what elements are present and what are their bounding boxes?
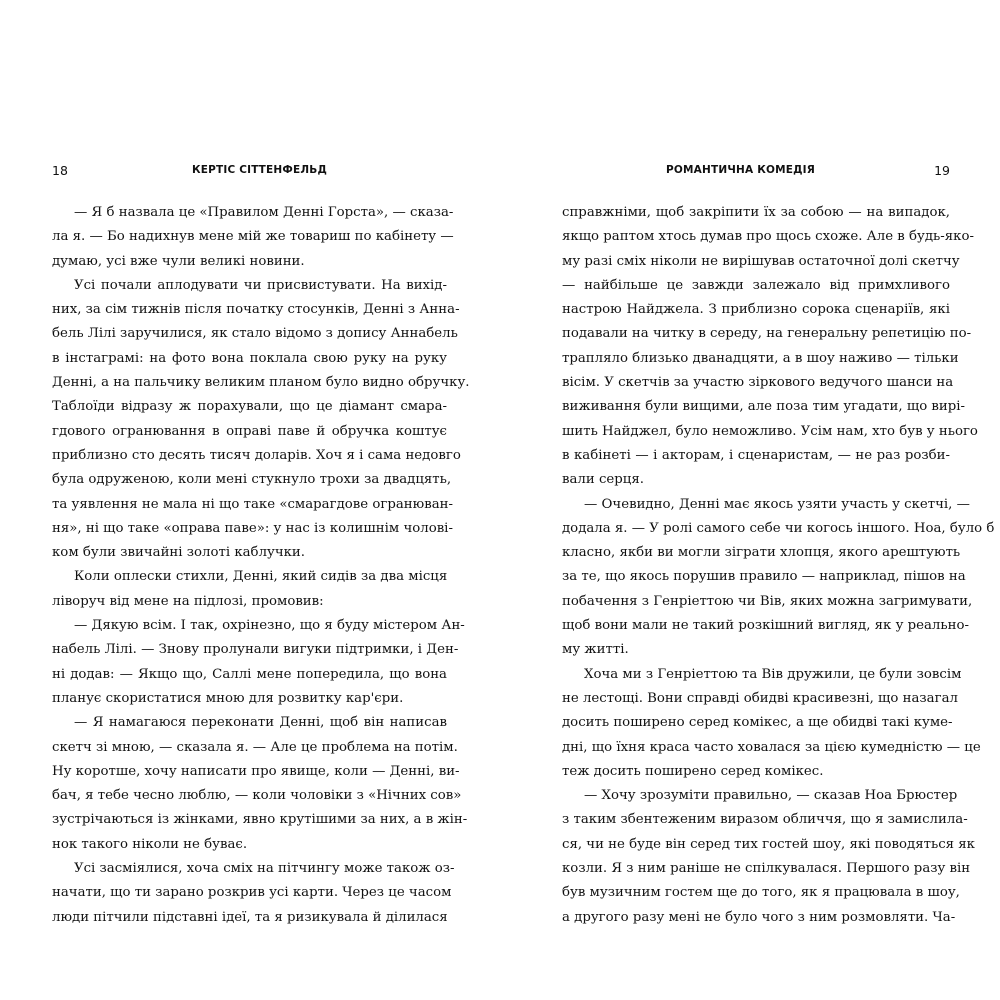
text-line: а другого разу мені не було чого з ним розмовляти. Ча- [562,909,956,925]
left-body-text [52,201,470,930]
text-line: в інстаграмі: на фото вона поклала свою руку на руку [52,350,447,366]
text-line: дні, що їхня краса часто ховалася за цією кумедністю — це [562,739,981,755]
right-page-number: 19 [934,163,950,178]
text-line: планує скористатися мною для розвитку кар'єри. [52,690,404,706]
left-page [52,0,470,1000]
text-line: бач, я тебе чесно люблю, — коли чоловіки з «Нічних сов» [52,788,462,804]
text-line: класно, якби ви могли зіграти хлопця, якого арештують [562,545,961,561]
right-running-head-title: РОМАНТИЧНА КОМЕДІЯ [666,164,816,176]
text-line: виживання були вищими, але поза тим угадати, що вирі- [562,399,966,415]
text-line: була одруженою, коли мені стукнуло трохи за двадцять, [52,472,452,488]
text-line: ні додав: — Якщо що, Саллі мене попередила, що вона [52,666,447,682]
text-line: — Дякую всім. І так, охрінезно, що я буду містером Ан- [74,618,465,634]
text-line: начати, що ти зарано розкрив усі карти. Через це часом [52,885,452,901]
text-line: трапляло близько дванадцяти, а в шоу наживо — тільки [562,350,959,366]
text-line: шить Найджел, було неможливо. Усім нам, хто був у нього [562,423,978,439]
text-line: Таблоїди відразу ж порахували, що це діамант смара- [52,399,447,415]
text-line: за те, що якось порушив правило — наприклад, пішов на [562,569,966,585]
right-running-head [562,163,950,181]
text-line: в кабінеті — і акторам, і сценаристам, — не раз розби- [562,447,950,463]
text-line: набель Лілі. — Знову пролунали вигуки підтримки, і Ден- [52,642,459,658]
text-line: зустрічаються із жінками, явно крутішими за них, а в жін- [52,812,468,828]
text-line: Хоча ми з Генріеттою та Вів дружили, це були зовсім [584,666,962,682]
text-line: був музичним гостем ще до того, як я працювала в шоу, [562,885,960,901]
text-line: щоб вони мали не такий розкішний вигляд, як у реально- [562,618,969,634]
text-line: — Очевидно, Денні має якось узяти участь у скетчі, — [584,496,970,512]
text-line: ся, чи не буде він серед тих гостей шоу, які поводяться як [562,836,975,852]
text-line: — Хочу зрозуміти правильно, — сказав Ноа Брюстер [584,788,958,804]
text-line: ліворуч від мене на підлозі, промовив: [52,593,324,609]
text-line: настрою Найджела. З приблизно сорока сценаріїв, які [562,302,950,318]
text-line: гдового огранювання в оправі паве й обручка коштує [52,423,447,439]
text-line: Ну коротше, хочу написати про явище, коли — Денні, ви- [52,763,460,779]
text-line: козли. Я з ним раніше не спілкувалася. Першого разу він [562,861,971,877]
text-line: теж досить поширено серед комікес. [562,763,824,779]
right-page [562,0,995,1000]
left-running-head-author: КЕРТІС СІТТЕНФЕЛЬД [192,164,328,176]
text-line: Денні, а на пальчику великим планом було видно обручку. [52,375,470,391]
text-line: вісім. У скетчів за участю зіркового ведучого шанси на [562,375,954,391]
text-line: вали серця. [562,472,644,488]
text-line: люди пітчили підставні ідеї, та я ризикувала й ділилася [52,909,448,925]
text-line: та уявлення не мала ні що таке «смарагдове огранюван- [52,496,453,512]
text-line: — найбільше це завжди залежало від примхливого [562,277,950,293]
text-line: досить поширено серед комікес, а ще обидві такі куме- [562,715,953,731]
text-line: думаю, усі вже чули великі новини. [52,253,305,269]
text-line: них, за сім тижнів після початку стосунків, Денні з Анна- [52,302,460,318]
text-line: му житті. [562,642,629,658]
text-line: ня», ні що таке «оправа паве»: у нас із колишнім чолові- [52,520,453,536]
right-body-text [562,201,995,930]
text-line: скетч зі мною, — сказала я. — Але це проблема на потім. [52,739,458,755]
text-line: з таким збентеженим виразом обличчя, що я замислила- [562,812,968,828]
text-line: подавали на читку в середу, на генеральну репетицію по- [562,326,972,342]
left-page-number: 18 [52,163,68,178]
text-line: — Я б назвала це «Правилом Денні Горста», — сказа- [74,205,454,220]
text-line: Усі почали аплодувати чи присвистувати. На вихід- [74,277,447,293]
text-line: приблизно сто десять тисяч доларів. Хоч я і сама недовго [52,447,461,463]
text-line: справжніми, щоб закріпити їх за собою — на випадок, [562,205,950,220]
text-line: додала я. — У ролі самого себе чи когось іншого. Ноа, було б [562,520,995,536]
text-line: нок такого ніколи не буває. [52,836,248,852]
left-running-head [52,163,447,181]
text-line: побачення з Генріеттою чи Вів, яких можна загримувати, [562,593,973,609]
text-line: бель Лілі заручилися, як стало відомо з допису Аннабель [52,326,458,342]
text-line: му разі сміх ніколи не вирішував остаточної долі скетчу [562,253,960,269]
text-line: якщо раптом хтось думав про щось схоже. Але в будь-яко- [562,229,974,245]
text-line: ком були звичайні золоті каблучки. [52,545,306,561]
text-line: Усі засміялися, хоча сміх на пітчингу може також оз- [74,861,455,877]
text-line: — Я намагаюся переконати Денні, щоб він написав [74,715,447,731]
text-line: Коли оплески стихли, Денні, який сидів за два місця [74,569,448,585]
text-line: ла я. — Бо надихнув мене мій же товариш по кабінету — [52,229,454,245]
text-line: не лестощі. Вони справді обидві красивезні, що назагал [562,690,958,706]
